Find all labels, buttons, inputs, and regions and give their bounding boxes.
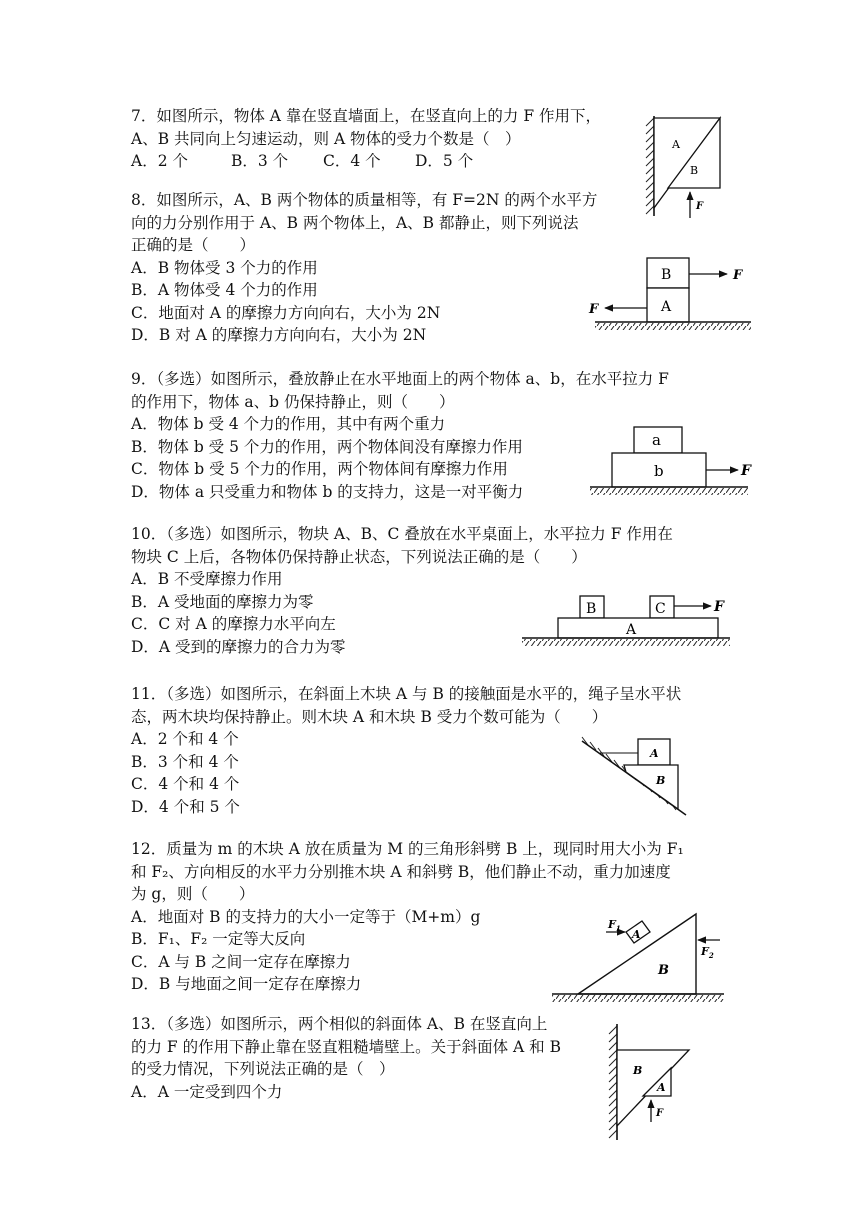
option-b: B．F₁、F₂ 一定等大反向 — [131, 930, 306, 948]
label-f: F — [656, 1108, 664, 1119]
question-stem-line: 的作用下，物体 a、b 仍保持静止，则（ ） — [131, 392, 455, 411]
ground-hatch — [590, 488, 748, 495]
figure-8 — [585, 256, 755, 336]
option-a: A．2 个 — [131, 152, 188, 170]
label-b: b — [654, 462, 664, 480]
label-a: A — [672, 138, 680, 151]
question-7 — [131, 105, 601, 173]
block-b — [624, 765, 678, 809]
question-stem-line: 物块 C 上后，各物体仍保持静止状态，下列说法正确的是（ ） — [131, 547, 587, 566]
label-b: B — [661, 267, 672, 283]
option-c: C．4 个和 4 个 — [131, 775, 240, 793]
question-stem-line: A、B 共同向上匀速运动，则 A 物体的受力个数是（ ） — [131, 129, 521, 148]
figure-13 — [605, 1022, 700, 1142]
question-stem-line: 7．如图所示，物体 A 靠在竖直墙面上，在竖直向上的力 F 作用下， — [131, 107, 602, 125]
option-d: D．物体 a 只受重力和物体 b 的支持力，这是一对平衡力 — [131, 482, 524, 501]
label-f-left: F — [589, 302, 599, 317]
ground-hatch — [595, 323, 751, 330]
ground-hatch — [552, 995, 724, 1002]
question-stem-line: 态，两木块均保持静止。则木块 A 和木块 B 受力个数可能为（ ） — [131, 707, 608, 726]
option-a: A．B 不受摩擦力作用 — [131, 570, 283, 588]
figure-12 — [550, 908, 730, 1003]
option-c: C．地面对 A 的摩擦力方向向右，大小为 2N — [131, 303, 441, 322]
label-f: F — [696, 201, 704, 212]
label-a: a — [652, 431, 661, 449]
option-d: D．4 个和 5 个 — [131, 797, 240, 816]
option-d: D．B 对 A 的摩擦力方向向右，大小为 2N — [131, 326, 427, 344]
label-b: B — [690, 164, 699, 177]
option-b: B．3 个 — [231, 152, 289, 170]
option-b: B．A 受地面的摩擦力为零 — [131, 592, 314, 611]
label-a: A — [650, 747, 659, 760]
option-c: C．物体 b 受 5 个力的作用，两个物体间有摩擦力作用 — [131, 460, 508, 478]
option-d: D．A 受到的摩擦力的合力为零 — [131, 637, 346, 656]
option-b: B．A 物体受 4 个力的作用 — [131, 281, 318, 299]
label-c: C — [655, 601, 666, 617]
question-stem-line: 为 g，则（ ） — [131, 885, 255, 903]
label-b: B — [656, 774, 666, 787]
option-d: D．B 与地面之间一定存在摩擦力 — [131, 975, 362, 993]
label-b: B — [633, 1064, 643, 1077]
label-a: A — [661, 299, 672, 315]
question-stem-line: 和 F₂、方向相反的水平力分别推木块 A 和斜劈 B，他们静止不动，重力加速度 — [131, 862, 671, 881]
question-stem-line: 13．（多选）如图所示，两个相似的斜面体 A、B 在竖直向上 — [131, 1015, 548, 1033]
question-stem-line: 的受力情况，下列说法正确的是（ ） — [131, 1060, 395, 1078]
option-b: B．3 个和 4 个 — [131, 752, 239, 771]
ground-hatch — [522, 639, 730, 646]
label-f2: $F_2$ — [701, 945, 714, 960]
question-8 — [131, 189, 597, 347]
wall-hatch — [609, 1026, 617, 1138]
figure-10 — [518, 592, 738, 652]
label-f-right: F — [733, 268, 743, 283]
option-c: C．C 对 A 的摩擦力水平向左 — [131, 615, 336, 633]
block-a — [558, 618, 718, 638]
label-b: B — [658, 963, 669, 978]
label-f: F — [741, 463, 751, 479]
wall-hatch — [646, 118, 654, 214]
figure-9 — [588, 423, 763, 498]
option-c: C．4 个 — [323, 152, 381, 170]
figure-11 — [580, 735, 690, 820]
question-stem-line: 向的力分别作用于 A、B 两个物体上，A、B 都静止，则下列说法 — [131, 213, 579, 232]
question-stem-line: 12．质量为 m 的木块 A 放在质量为 M 的三角形斜劈 B 上，现同时用大小为 F₁ — [131, 840, 684, 858]
option-a: A．地面对 B 的支持力的大小一定等于（M+m）g — [131, 907, 481, 926]
question-13 — [131, 1013, 561, 1103]
label-f: F — [714, 599, 724, 615]
label-a: A — [657, 1081, 666, 1094]
question-stem-line: 10．（多选）如图所示，物块 A、B、C 叠放在水平桌面上，水平拉力 F 作用在 — [131, 525, 673, 543]
figure-7 — [640, 112, 730, 222]
label-b: B — [586, 601, 597, 617]
options-row — [131, 150, 601, 173]
question-stem-line: 9．（多选）如图所示，叠放静止在水平地面上的两个物体 a、b，在水平拉力 F — [131, 370, 669, 388]
option-b: B．物体 b 受 5 个力的作用，两个物体间没有摩擦力作用 — [131, 437, 523, 456]
question-stem-line: 11．（多选）如图所示，在斜面上木块 A 与 B 的接触面是水平的，绳子呈水平状 — [131, 685, 682, 703]
question-stem-line: 的力 F 的作用下静止靠在竖直粗糙墙壁上。关于斜面体 A 和 B — [131, 1037, 561, 1056]
label-f1: $F_1$ — [608, 918, 621, 933]
option-c: C．A 与 B 之间一定存在摩擦力 — [131, 952, 351, 971]
question-stem-line: 正确的是（ ） — [131, 236, 256, 254]
option-a: A．A 一定受到四个力 — [131, 1082, 283, 1101]
label-a: A — [626, 622, 637, 638]
option-a: A．B 物体受 3 个力的作用 — [131, 258, 318, 277]
label-a: A — [632, 928, 641, 941]
option-a: A．2 个和 4 个 — [131, 730, 239, 748]
option-d: D．5 个 — [415, 152, 474, 170]
question-stem-line: 8．如图所示，A、B 两个物体的质量相等，有 F=2N 的两个水平方 — [131, 191, 598, 209]
option-a: A．物体 b 受 4 个力的作用，其中有两个重力 — [131, 415, 446, 433]
